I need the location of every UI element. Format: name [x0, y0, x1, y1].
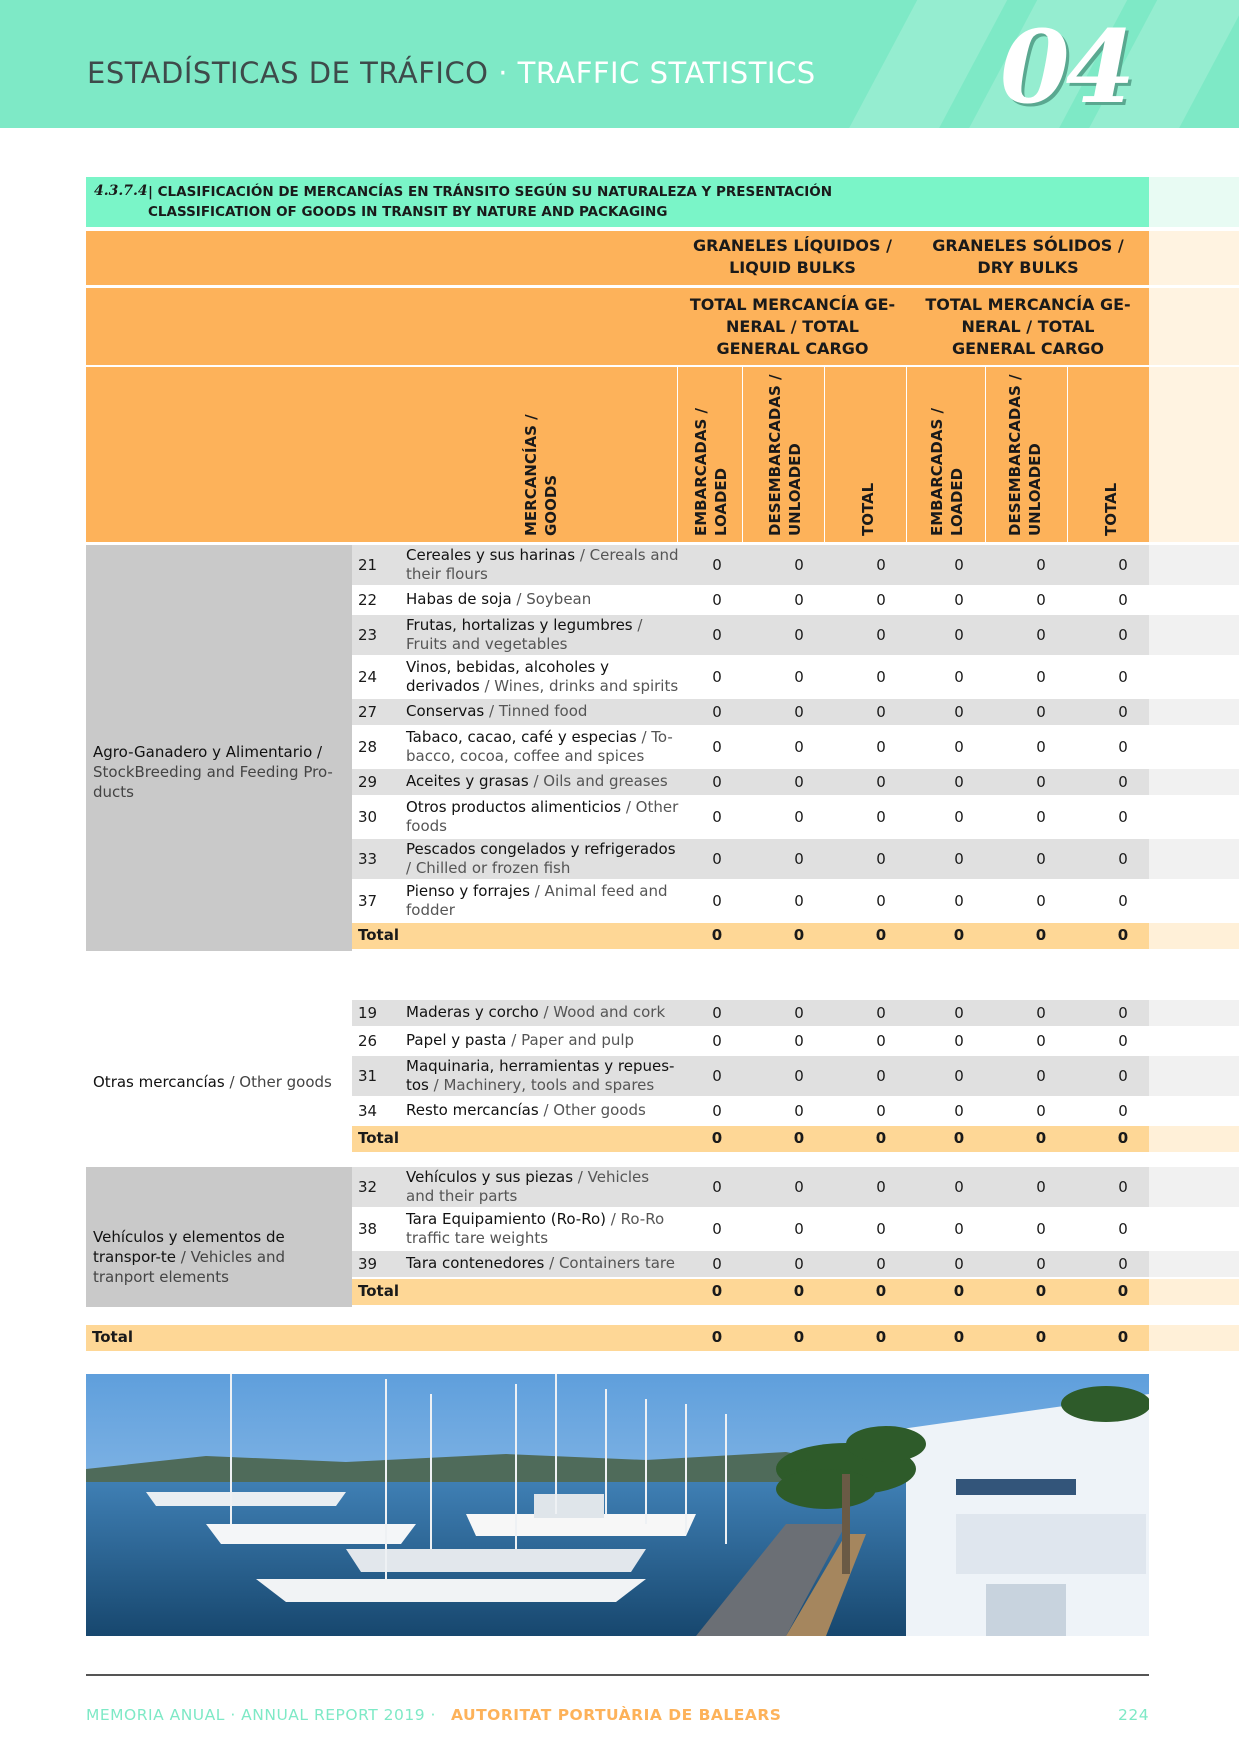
value-cell: 0 [876, 1178, 886, 1196]
table-row [352, 1028, 1149, 1054]
value-cell: 0 [876, 1032, 886, 1050]
value-cell: 0 [1036, 1178, 1046, 1196]
value-cell: 0 [794, 1032, 804, 1050]
row-description-en: / Vehicles and their parts [406, 1168, 650, 1205]
value-cell: 0 [1036, 703, 1046, 721]
value-cell: 0 [876, 738, 886, 756]
row-code: 27 [358, 703, 378, 721]
table-row [352, 699, 1149, 725]
value-cell: 0 [954, 1220, 964, 1238]
row-description [406, 1101, 681, 1120]
column-divider [742, 367, 743, 542]
row-fade [1149, 797, 1239, 837]
row-description-en: / Ro-Ro traffic tare weights [406, 1210, 665, 1247]
table-row [352, 769, 1149, 795]
value-cell: 0 [1036, 1032, 1046, 1050]
row-description-es: Maquinaria, herramientas y repues-tos [406, 1057, 675, 1094]
value-cell: 0 [1036, 773, 1046, 791]
row-description [406, 1254, 681, 1273]
value-cell: 0 [712, 773, 722, 791]
value-cell: 0 [1118, 892, 1128, 910]
subtotal-value: 0 [953, 1129, 965, 1147]
value-cell: 0 [1118, 773, 1128, 791]
value-cell: 0 [712, 668, 722, 686]
value-cell: 0 [876, 1102, 886, 1120]
grand-total-value: 0 [1035, 1328, 1047, 1346]
group-label-es: Agro-Ganadero y Alimentario / [93, 743, 323, 761]
row-description-en: / Soybean [511, 590, 592, 608]
row-description-es: Vehículos y sus piezas [406, 1168, 574, 1186]
value-cell: 0 [712, 556, 722, 574]
group-label-en: / Vehicles and tranport elements [93, 1248, 286, 1286]
table-row [352, 1098, 1149, 1124]
row-fade [1149, 881, 1239, 921]
value-cell: 0 [794, 808, 804, 826]
table-title-es: | CLASIFICACIÓN DE MERCANCÍAS EN TRÁNSITO SEGÚN SU NATURALEZA Y PRESENTACIÓN [148, 184, 833, 200]
subtotal-value: 0 [793, 926, 805, 944]
value-cell: 0 [876, 892, 886, 910]
row-description [406, 1168, 681, 1206]
value-cell: 0 [712, 1178, 722, 1196]
value-cell: 0 [1036, 591, 1046, 609]
subtotal-value: 0 [1035, 926, 1047, 944]
table-number: 4.3.7.4 [94, 183, 148, 199]
value-cell: 0 [954, 556, 964, 574]
goods-column-header: MERCANCÍAS / GOODS [522, 414, 560, 536]
grand-total-value: 0 [1117, 1328, 1129, 1346]
chapter-number: 04 [1000, 8, 1132, 126]
value-cell: 0 [954, 1067, 964, 1085]
table-row [352, 727, 1149, 767]
row-description-es: Otros productos alimenticios [406, 798, 622, 816]
value-cell: 0 [794, 1255, 804, 1273]
unloaded-header-liquid: DESEMBARCADAS / UNLOADED [766, 374, 804, 536]
value-cell: 0 [712, 1004, 722, 1022]
row-code: 28 [358, 738, 378, 756]
value-cell: 0 [876, 1255, 886, 1273]
grand-total-value: 0 [953, 1328, 965, 1346]
row-fade [1149, 727, 1239, 767]
value-cell: 0 [794, 1067, 804, 1085]
total-header-dry: TOTAL [1102, 482, 1120, 536]
value-cell: 0 [712, 1102, 722, 1120]
row-description [406, 728, 681, 766]
table-row [352, 1209, 1149, 1249]
row-code: 37 [358, 892, 378, 910]
loaded-header-liquid: EMBARCADAS / LOADED [692, 408, 730, 536]
row-description [406, 772, 681, 791]
footer-organization: AUTORITAT PORTUÀRIA DE BALEARS [451, 1706, 782, 1724]
value-cell: 0 [794, 556, 804, 574]
value-cell: 0 [954, 591, 964, 609]
harbor-photo [86, 1374, 1149, 1636]
table-row [352, 615, 1149, 655]
row-description [406, 1057, 681, 1095]
table-row [352, 1251, 1149, 1277]
column-divider [906, 367, 907, 542]
subtotal-value: 0 [1035, 1129, 1047, 1147]
row-fade [1149, 1279, 1239, 1305]
group-label-es: Vehículos y elementos de transpor-te [93, 1228, 285, 1266]
value-cell: 0 [1036, 556, 1046, 574]
row-description [406, 658, 681, 696]
value-cell: 0 [1118, 1032, 1128, 1050]
footer-divider [86, 1674, 1149, 1676]
row-description-en: / Chilled or frozen fish [406, 859, 571, 877]
value-cell: 0 [794, 668, 804, 686]
value-cell: 0 [954, 1102, 964, 1120]
subtotal-value: 0 [1035, 1282, 1047, 1300]
row-fade [1149, 1209, 1239, 1249]
grand-total-value: 0 [793, 1328, 805, 1346]
value-cell: 0 [954, 892, 964, 910]
value-cell: 0 [1036, 1220, 1046, 1238]
row-description-en: / Wines, drinks and spirits [479, 677, 679, 695]
subtotal-label: Total [358, 1129, 399, 1147]
value-cell: 0 [712, 892, 722, 910]
value-cell: 0 [1118, 591, 1128, 609]
value-cell: 0 [876, 591, 886, 609]
group-cell [86, 1167, 352, 1307]
group-header-liquid: GRANELES LÍQUIDOS / LIQUID BULKS [693, 236, 892, 277]
row-description-es: Vinos, bebidas, alcoholes y derivados [406, 658, 609, 695]
row-description-es: Resto mercancías [406, 1101, 539, 1119]
row-fade [1149, 1028, 1239, 1054]
value-cell: 0 [876, 773, 886, 791]
row-description-en: / Tinned food [484, 702, 588, 720]
row-fade [1149, 1000, 1239, 1026]
group-header-dry: GRANELES SÓLIDOS / DRY BULKS [932, 236, 1124, 277]
row-code: 23 [358, 626, 378, 644]
value-cell: 0 [794, 892, 804, 910]
column-divider [985, 367, 986, 542]
row-description-en: / Other goods [538, 1101, 646, 1119]
group-cell [86, 1000, 352, 1154]
table-row [352, 657, 1149, 697]
value-cell: 0 [876, 1220, 886, 1238]
row-code: 32 [358, 1178, 378, 1196]
value-cell: 0 [712, 1067, 722, 1085]
row-description-en: / To-bacco, cocoa, coffee and spices [406, 728, 673, 765]
subtotal-label: Total [358, 926, 399, 944]
row-description-en: / Animal feed and fodder [406, 882, 668, 919]
row-fade [1149, 615, 1239, 655]
table-row [352, 587, 1149, 613]
subtotal-value: 0 [711, 926, 723, 944]
row-code: 19 [358, 1004, 378, 1022]
table-title-en: CLASSIFICATION OF GOODS IN TRANSIT BY NATURE AND PACKAGING [148, 204, 668, 220]
value-cell: 0 [1036, 1102, 1046, 1120]
subtotal-value: 0 [793, 1282, 805, 1300]
row-description-en: / Machinery, tools and spares [428, 1076, 655, 1094]
subtotal-row [352, 1279, 1149, 1305]
group-label-en: StockBreeding and Feeding Pro-ducts [93, 763, 333, 801]
subheader-liquid: TOTAL MERCANCÍA GE-NERAL / TOTAL GENERAL CARGO [689, 295, 896, 358]
row-code: 31 [358, 1067, 378, 1085]
table-row [352, 881, 1149, 921]
value-cell: 0 [794, 850, 804, 868]
value-cell: 0 [1118, 1004, 1128, 1022]
row-description-en: / Paper and pulp [506, 1031, 635, 1049]
value-cell: 0 [712, 850, 722, 868]
column-divider [677, 367, 678, 542]
value-cell: 0 [794, 738, 804, 756]
grand-total-value: 0 [711, 1328, 723, 1346]
value-cell: 0 [1036, 850, 1046, 868]
group-label-es: Otras mercancías [93, 1073, 225, 1091]
row-description [406, 546, 681, 584]
value-cell: 0 [876, 808, 886, 826]
group-label [93, 1072, 343, 1092]
value-cell: 0 [954, 1178, 964, 1196]
row-description [406, 882, 681, 920]
value-cell: 0 [1118, 850, 1128, 868]
value-cell: 0 [876, 1004, 886, 1022]
row-description-es: Pescados congelados y refrigerados [406, 840, 676, 858]
row-code: 33 [358, 850, 378, 868]
row-description [406, 702, 681, 721]
row-description-es: Maderas y corcho [406, 1003, 539, 1021]
row-description-en: / Fruits and vegetables [406, 616, 643, 653]
row-fade [1149, 1126, 1239, 1152]
row-description-en: / Oils and greases [528, 772, 668, 790]
subtotal-value: 0 [1117, 926, 1129, 944]
group-label-en: / Other goods [224, 1073, 332, 1091]
grand-total-row [86, 1325, 1149, 1351]
value-cell: 0 [794, 1220, 804, 1238]
row-fade [1149, 1167, 1239, 1207]
row-description-es: Aceites y grasas [406, 772, 529, 790]
value-cell: 0 [1036, 626, 1046, 644]
value-cell: 0 [954, 773, 964, 791]
subheader-dry: TOTAL MERCANCÍA GE-NERAL / TOTAL GENERAL CARGO [925, 295, 1131, 358]
table-row [352, 839, 1149, 879]
value-cell: 0 [712, 1255, 722, 1273]
value-cell: 0 [712, 703, 722, 721]
page-number: 224 [1118, 1706, 1150, 1724]
subtotal-value: 0 [953, 1282, 965, 1300]
row-code: 26 [358, 1032, 378, 1050]
value-cell: 0 [1118, 808, 1128, 826]
value-cell: 0 [876, 703, 886, 721]
group-label [93, 742, 343, 802]
value-cell: 0 [794, 626, 804, 644]
row-fade [1149, 1325, 1239, 1351]
value-cell: 0 [794, 591, 804, 609]
page-header [0, 0, 1239, 128]
value-cell: 0 [1036, 1255, 1046, 1273]
value-cell: 0 [794, 1178, 804, 1196]
row-fade [1149, 1098, 1239, 1124]
header-row-columns [86, 367, 1149, 542]
value-cell: 0 [876, 556, 886, 574]
row-description-es: Tara contenedores [406, 1254, 545, 1272]
table-caption [86, 177, 1149, 227]
value-cell: 0 [1036, 892, 1046, 910]
row-code: 24 [358, 668, 378, 686]
grand-total-value: 0 [875, 1328, 887, 1346]
row-description [406, 590, 681, 609]
row-description-es: Pienso y forrajes [406, 882, 530, 900]
table-row [352, 1000, 1149, 1026]
value-cell: 0 [876, 626, 886, 644]
subtotal-value: 0 [875, 1129, 887, 1147]
subtotal-value: 0 [875, 1282, 887, 1300]
row-fade [1149, 923, 1239, 949]
value-cell: 0 [1118, 1220, 1128, 1238]
value-cell: 0 [1118, 738, 1128, 756]
column-divider [824, 367, 825, 542]
value-cell: 0 [1118, 1067, 1128, 1085]
row-fade [1149, 1056, 1239, 1096]
row-description [406, 840, 681, 878]
subtotal-value: 0 [711, 1282, 723, 1300]
row-description-es: Conservas [406, 702, 485, 720]
row-description-es: Cereales y sus harinas [406, 546, 576, 564]
row-description-es: Tara Equipamiento (Ro-Ro) [406, 1210, 606, 1228]
value-cell: 0 [1118, 1178, 1128, 1196]
row-description-en: / Other foods [406, 798, 679, 835]
subtotal-value: 0 [1117, 1282, 1129, 1300]
group-label [93, 1227, 343, 1287]
value-cell: 0 [794, 1004, 804, 1022]
row-code: 21 [358, 556, 378, 574]
value-cell: 0 [1118, 1255, 1128, 1273]
table-row [352, 797, 1149, 837]
row-description-es: Tabaco, cacao, café y especias [406, 728, 637, 746]
value-cell: 0 [712, 591, 722, 609]
value-cell: 0 [954, 738, 964, 756]
row-description [406, 1003, 681, 1022]
row-fade [1149, 1251, 1239, 1277]
value-cell: 0 [794, 703, 804, 721]
marina-image [86, 1374, 1149, 1636]
value-cell: 0 [954, 626, 964, 644]
column-divider [1067, 367, 1068, 542]
row-description-en: / Cereals and their flours [406, 546, 679, 583]
subtotal-value: 0 [1117, 1129, 1129, 1147]
total-header-liquid: TOTAL [859, 482, 877, 536]
page-title: ESTADÍSTICAS DE TRÁFICO · TRAFFIC STATISTICS [87, 56, 816, 90]
value-cell: 0 [954, 1004, 964, 1022]
value-cell: 0 [1036, 738, 1046, 756]
value-cell: 0 [1118, 668, 1128, 686]
value-cell: 0 [712, 738, 722, 756]
value-cell: 0 [712, 1032, 722, 1050]
value-cell: 0 [876, 1067, 886, 1085]
row-description-es: Habas de soja [406, 590, 512, 608]
row-description [406, 616, 681, 654]
subtotal-value: 0 [953, 926, 965, 944]
row-description-es: Frutas, hortalizas y legumbres [406, 616, 633, 634]
row-fade [1149, 769, 1239, 795]
value-cell: 0 [712, 626, 722, 644]
value-cell: 0 [794, 1102, 804, 1120]
value-cell: 0 [954, 1255, 964, 1273]
unloaded-header-dry: DESEMBARCADAS / UNLOADED [1006, 374, 1044, 536]
footer-report-title: MEMORIA ANUAL · ANNUAL REPORT 2019 · [86, 1706, 436, 1724]
value-cell: 0 [1036, 668, 1046, 686]
value-cell: 0 [954, 808, 964, 826]
value-cell: 0 [1036, 1004, 1046, 1022]
group-cell [86, 545, 352, 951]
row-fade [1149, 587, 1239, 613]
row-description [406, 1210, 681, 1248]
value-cell: 0 [1118, 703, 1128, 721]
header-fade [1149, 367, 1239, 542]
caption-fade [1149, 177, 1239, 227]
row-description [406, 798, 681, 836]
row-description-en: / Containers tare [544, 1254, 675, 1272]
value-cell: 0 [954, 703, 964, 721]
value-cell: 0 [1118, 556, 1128, 574]
row-code: 29 [358, 773, 378, 791]
table-row [352, 1167, 1149, 1207]
subtotal-row [352, 923, 1149, 949]
value-cell: 0 [954, 850, 964, 868]
value-cell: 0 [1118, 1102, 1128, 1120]
value-cell: 0 [712, 1220, 722, 1238]
row-code: 34 [358, 1102, 378, 1120]
row-code: 39 [358, 1255, 378, 1273]
row-code: 22 [358, 591, 378, 609]
row-description-en: / Wood and cork [538, 1003, 666, 1021]
value-cell: 0 [876, 850, 886, 868]
row-fade [1149, 839, 1239, 879]
row-fade [1149, 699, 1239, 725]
row-fade [1149, 545, 1239, 585]
subtotal-row [352, 1126, 1149, 1152]
value-cell: 0 [876, 668, 886, 686]
table-row [352, 545, 1149, 585]
row-fade [1149, 657, 1239, 697]
header-fade [1149, 231, 1239, 285]
grand-total-label: Total [92, 1328, 133, 1346]
subtotal-value: 0 [711, 1129, 723, 1147]
value-cell: 0 [794, 773, 804, 791]
value-cell: 0 [1118, 626, 1128, 644]
loaded-header-dry: EMBARCADAS / LOADED [928, 408, 966, 536]
table-row [352, 1056, 1149, 1096]
subtotal-label: Total [358, 1282, 399, 1300]
value-cell: 0 [954, 1032, 964, 1050]
value-cell: 0 [1036, 1067, 1046, 1085]
value-cell: 0 [954, 668, 964, 686]
row-description [406, 1031, 681, 1050]
subtotal-value: 0 [875, 926, 887, 944]
value-cell: 0 [1036, 808, 1046, 826]
subtotal-value: 0 [793, 1129, 805, 1147]
row-description-es: Papel y pasta [406, 1031, 507, 1049]
row-code: 30 [358, 808, 378, 826]
header-fade [1149, 288, 1239, 365]
value-cell: 0 [712, 808, 722, 826]
row-code: 38 [358, 1220, 378, 1238]
